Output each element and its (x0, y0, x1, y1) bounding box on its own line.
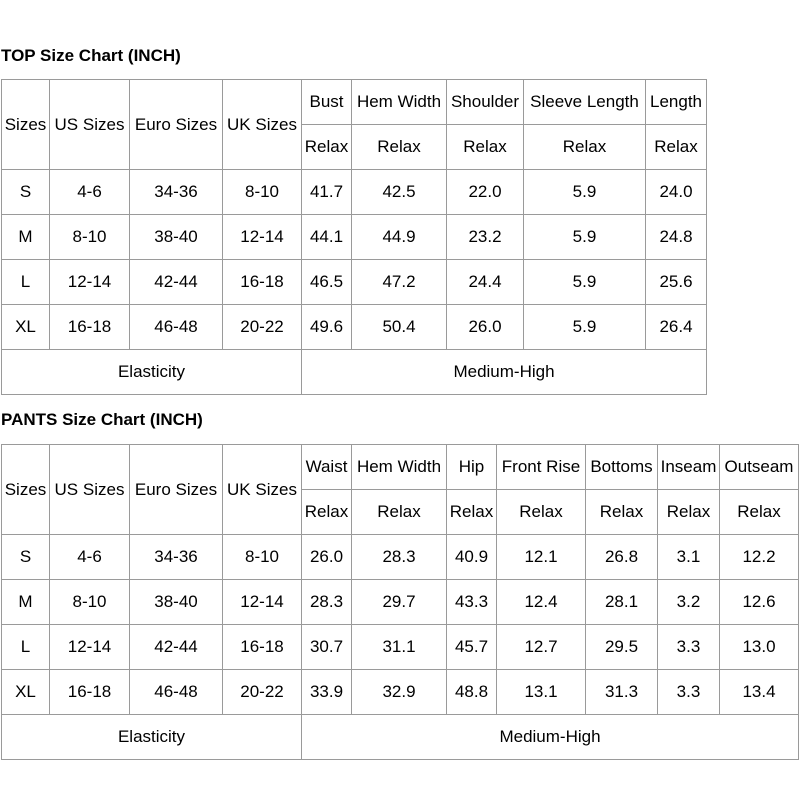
table-row (2, 215, 707, 260)
table-cell: 12.6 (720, 580, 799, 625)
measure-header: Shoulder (447, 80, 524, 125)
table-cell: 13.1 (497, 670, 586, 715)
column-header: UK Sizes (223, 445, 302, 535)
table-cell: 42.5 (352, 170, 447, 215)
column-header: Sizes (2, 80, 50, 170)
table-cell: 34-36 (130, 170, 223, 215)
table-cell: 32.9 (352, 670, 447, 715)
measure-header: Bust (302, 80, 352, 125)
table-cell: 24.0 (646, 170, 707, 215)
table-cell: 3.1 (658, 535, 720, 580)
column-header: UK Sizes (223, 80, 302, 170)
table-cell: 47.2 (352, 260, 447, 305)
table-cell: 24.8 (646, 215, 707, 260)
table-cell: 16-18 (223, 260, 302, 305)
column-header: US Sizes (50, 80, 130, 170)
fit-subheader: Relax (447, 490, 497, 535)
measure-header: Length (646, 80, 707, 125)
elasticity-label: Elasticity (2, 715, 302, 760)
table-cell: 13.0 (720, 625, 799, 670)
column-header: Euro Sizes (130, 80, 223, 170)
measure-header: Front Rise (497, 445, 586, 490)
measure-header: Outseam (720, 445, 799, 490)
size-cell: XL (2, 305, 50, 350)
measure-header: Waist (302, 445, 352, 490)
table-cell: 28.3 (352, 535, 447, 580)
table-cell: 48.8 (447, 670, 497, 715)
table-cell: 12.2 (720, 535, 799, 580)
table-cell: 44.1 (302, 215, 352, 260)
table-cell: 29.5 (586, 625, 658, 670)
elasticity-value: Medium-High (302, 350, 707, 395)
table-cell: 3.3 (658, 670, 720, 715)
header-row (2, 80, 707, 125)
table-cell: 22.0 (447, 170, 524, 215)
fit-subheader: Relax (586, 490, 658, 535)
table-cell: 8-10 (50, 215, 130, 260)
table-cell: 46-48 (130, 670, 223, 715)
table-cell: 12-14 (223, 215, 302, 260)
fit-subheader: Relax (302, 490, 352, 535)
table-cell: 38-40 (130, 215, 223, 260)
table-cell: 45.7 (447, 625, 497, 670)
table-cell: 31.1 (352, 625, 447, 670)
table-row (2, 170, 707, 215)
elasticity-value: Medium-High (302, 715, 799, 760)
table-cell: 16-18 (223, 625, 302, 670)
table-cell: 50.4 (352, 305, 447, 350)
table-cell: 16-18 (50, 670, 130, 715)
table-cell: 31.3 (586, 670, 658, 715)
table-cell: 28.3 (302, 580, 352, 625)
table-cell: 46-48 (130, 305, 223, 350)
table-row (2, 260, 707, 305)
top-size-table (1, 79, 707, 395)
table-cell: 3.2 (658, 580, 720, 625)
table-cell: 20-22 (223, 670, 302, 715)
measure-header: Sleeve Length (524, 80, 646, 125)
table-cell: 12-14 (50, 260, 130, 305)
size-cell: L (2, 260, 50, 305)
table-row (2, 580, 799, 625)
size-cell: L (2, 625, 50, 670)
measure-header: Bottoms (586, 445, 658, 490)
table-cell: 34-36 (130, 535, 223, 580)
fit-subheader: Relax (524, 125, 646, 170)
measure-header: Hem Width (352, 80, 447, 125)
table-cell: 4-6 (50, 170, 130, 215)
table-cell: 13.4 (720, 670, 799, 715)
table-cell: 5.9 (524, 215, 646, 260)
table-cell: 12.1 (497, 535, 586, 580)
pants-size-chart-title: PANTS Size Chart (INCH) (1, 410, 203, 429)
size-cell: M (2, 215, 50, 260)
table-cell: 46.5 (302, 260, 352, 305)
elasticity-label: Elasticity (2, 350, 302, 395)
table-row (2, 625, 799, 670)
table-cell: 40.9 (447, 535, 497, 580)
table-cell: 26.4 (646, 305, 707, 350)
fit-subheader: Relax (497, 490, 586, 535)
table-cell: 12-14 (50, 625, 130, 670)
table-cell: 5.9 (524, 305, 646, 350)
table-cell: 29.7 (352, 580, 447, 625)
fit-subheader: Relax (646, 125, 707, 170)
table-cell: 26.0 (302, 535, 352, 580)
table-cell: 28.1 (586, 580, 658, 625)
fit-subheader: Relax (302, 125, 352, 170)
table-cell: 8-10 (223, 535, 302, 580)
table-cell: 49.6 (302, 305, 352, 350)
table-cell: 12-14 (223, 580, 302, 625)
table-cell: 12.7 (497, 625, 586, 670)
table-cell: 24.4 (447, 260, 524, 305)
table-row (2, 670, 799, 715)
table-cell: 26.8 (586, 535, 658, 580)
table-cell: 26.0 (447, 305, 524, 350)
fit-subheader: Relax (658, 490, 720, 535)
pants-size-table (1, 444, 799, 760)
top-size-chart-title: TOP Size Chart (INCH) (1, 46, 181, 65)
measure-header: Hip (447, 445, 497, 490)
fit-subheader: Relax (352, 490, 447, 535)
fit-subheader: Relax (447, 125, 524, 170)
size-cell: M (2, 580, 50, 625)
table-cell: 5.9 (524, 260, 646, 305)
column-header: Sizes (2, 445, 50, 535)
table-cell: 33.9 (302, 670, 352, 715)
measure-header: Inseam (658, 445, 720, 490)
column-header: Euro Sizes (130, 445, 223, 535)
table-cell: 8-10 (223, 170, 302, 215)
table-cell: 41.7 (302, 170, 352, 215)
table-cell: 42-44 (130, 625, 223, 670)
table-cell: 38-40 (130, 580, 223, 625)
table-cell: 12.4 (497, 580, 586, 625)
size-cell: XL (2, 670, 50, 715)
column-header: US Sizes (50, 445, 130, 535)
fit-subheader: Relax (352, 125, 447, 170)
table-cell: 25.6 (646, 260, 707, 305)
table-row (2, 535, 799, 580)
table-cell: 5.9 (524, 170, 646, 215)
size-cell: S (2, 170, 50, 215)
table-cell: 16-18 (50, 305, 130, 350)
elasticity-row (2, 350, 707, 395)
table-cell: 8-10 (50, 580, 130, 625)
table-cell: 4-6 (50, 535, 130, 580)
table-cell: 43.3 (447, 580, 497, 625)
table-cell: 30.7 (302, 625, 352, 670)
table-cell: 3.3 (658, 625, 720, 670)
table-row (2, 305, 707, 350)
elasticity-row (2, 715, 799, 760)
fit-subheader: Relax (720, 490, 799, 535)
measure-header: Hem Width (352, 445, 447, 490)
size-cell: S (2, 535, 50, 580)
table-cell: 42-44 (130, 260, 223, 305)
table-cell: 20-22 (223, 305, 302, 350)
table-cell: 23.2 (447, 215, 524, 260)
header-row (2, 445, 799, 490)
table-cell: 44.9 (352, 215, 447, 260)
